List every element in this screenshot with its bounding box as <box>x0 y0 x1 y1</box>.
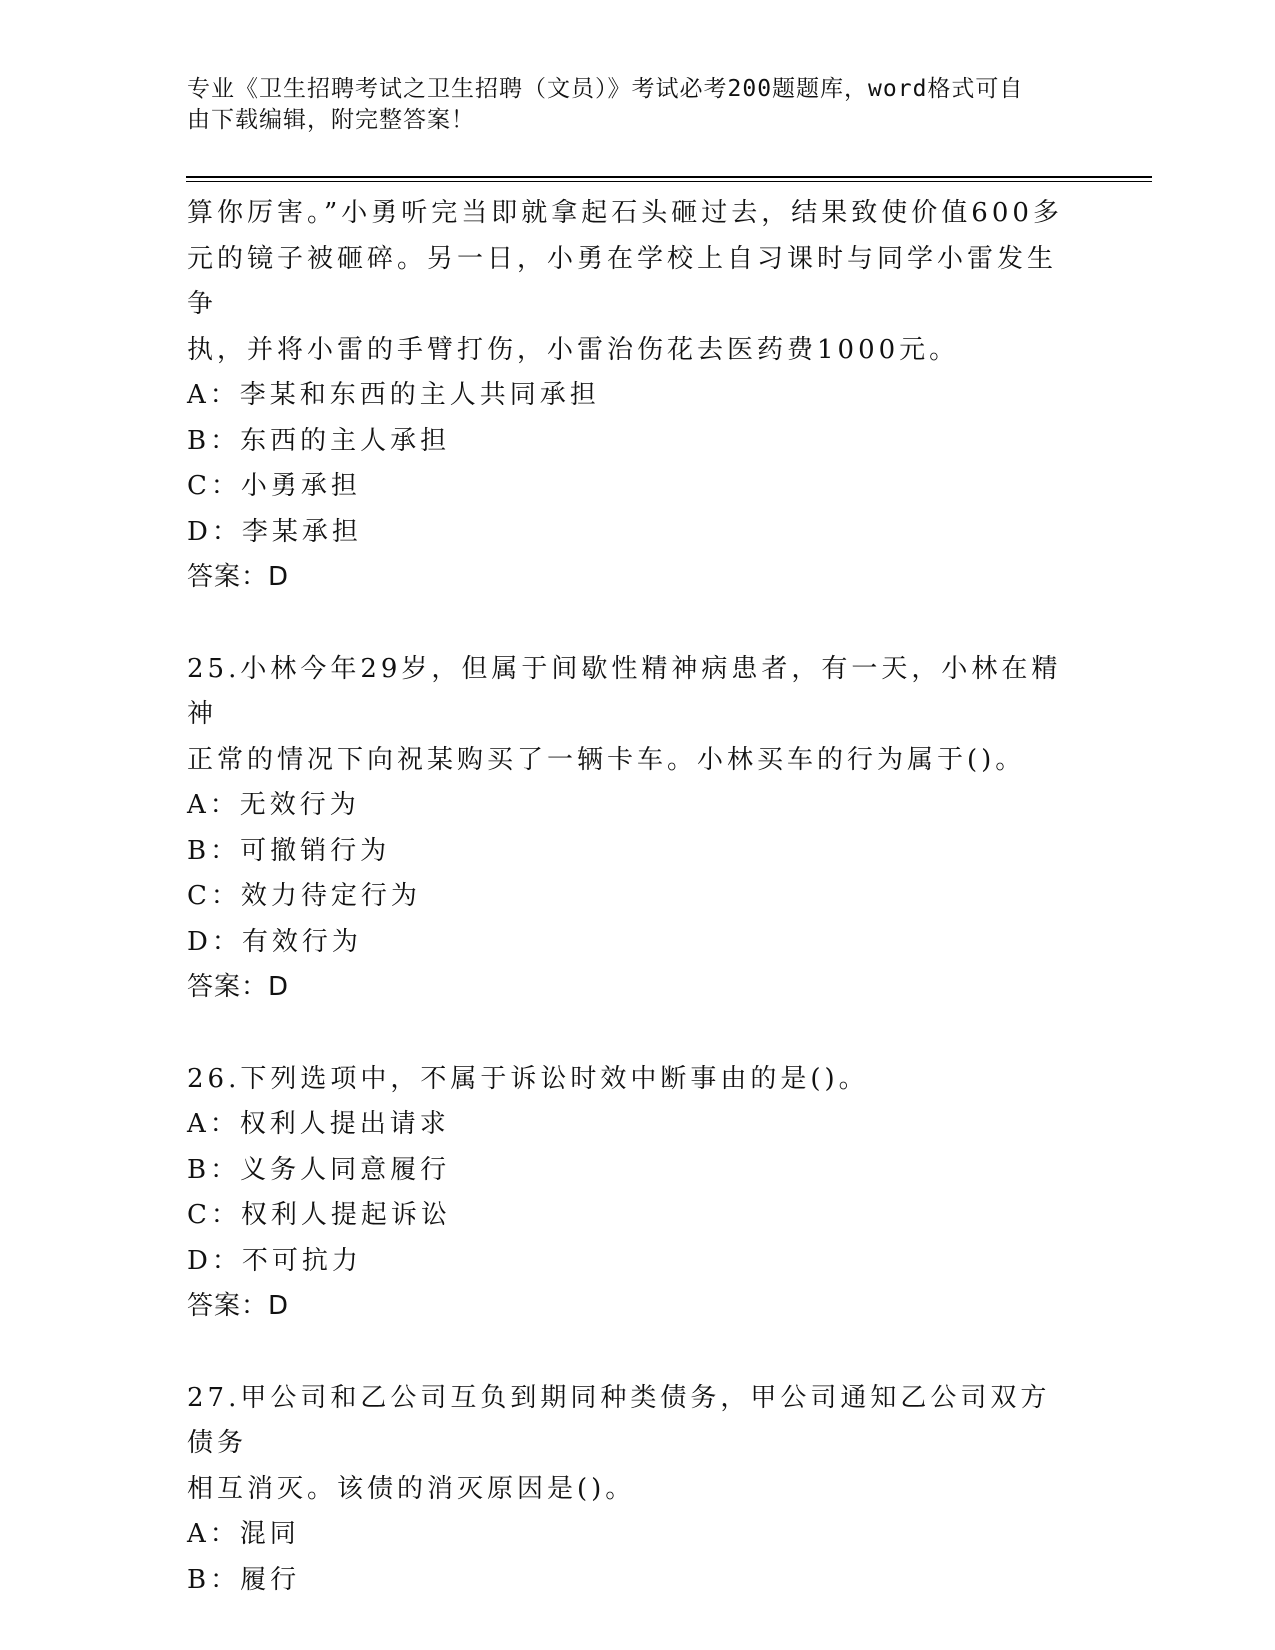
question-stem-line: 执，并将小雷的手臂打伤，小雷治伤花去医药费1000元。 <box>187 334 960 365</box>
document-header <box>187 74 1067 136</box>
question-stem-line: 27.甲公司和乙公司互负到期同种类债务，甲公司通知乙公司双方债务 <box>187 1382 1051 1458</box>
option-b: B：可撤销行为 <box>187 835 391 866</box>
option-c: C：权利人提起诉讼 <box>187 1200 451 1230</box>
question-stem-line: 正常的情况下向祝某购买了一辆卡车。小林买车的行为属于()。 <box>187 744 1026 775</box>
question-27 <box>187 1376 1067 1604</box>
answer-text: 答案：D <box>187 1291 290 1321</box>
header-divider-thin <box>186 181 1152 182</box>
option-b: B：履行 <box>187 1564 301 1595</box>
question-stem-line: 25.小林今年29岁，但属于间歇性精神病患者，有一天，小林在精神 <box>187 653 1062 729</box>
spacer <box>187 1330 1067 1376</box>
answer-text: 答案：D <box>187 972 290 1002</box>
option-a: A：混同 <box>187 1519 300 1549</box>
header-title-line-2: 由下载编辑，附完整答案！ <box>187 107 475 133</box>
spacer <box>187 601 1067 647</box>
option-a: A：无效行为 <box>187 790 360 820</box>
question-25 <box>187 647 1067 1011</box>
option-c: C：效力待定行为 <box>187 881 421 911</box>
question-stem-line: 26.下列选项中，不属于诉讼时效中断事由的是()。 <box>187 1063 869 1094</box>
option-d: D：不可抗力 <box>187 1245 362 1276</box>
option-a: A：李某和东西的主人共同承担 <box>187 380 600 410</box>
question-content <box>187 191 1067 1603</box>
header-divider-thick <box>186 176 1152 178</box>
option-b: B：东西的主人承担 <box>187 425 451 456</box>
question-stem-line: 元的镜子被砸碎。另一日，小勇在学校上自习课时与同学小雷发生争 <box>187 243 1058 319</box>
question-26 <box>187 1057 1067 1330</box>
option-c: C：小勇承担 <box>187 471 361 501</box>
option-d: D：李某承担 <box>187 516 362 547</box>
question-stem-line: 算你厉害。”小勇听完当即就拿起石头砸过去，结果致使价值600多 <box>187 198 1063 228</box>
option-a: A：权利人提出请求 <box>187 1109 450 1139</box>
option-b: B：义务人同意履行 <box>187 1154 451 1185</box>
spacer <box>187 1011 1067 1057</box>
question-24-continuation <box>187 191 1067 601</box>
header-title-line-1: 专业《卫生招聘考试之卫生招聘（文员）》考试必考200题题库，word格式可自 <box>187 76 1024 102</box>
option-d: D：有效行为 <box>187 926 362 957</box>
question-stem-line: 相互消灭。该债的消灭原因是()。 <box>187 1473 636 1504</box>
answer-text: 答案：D <box>187 562 290 592</box>
